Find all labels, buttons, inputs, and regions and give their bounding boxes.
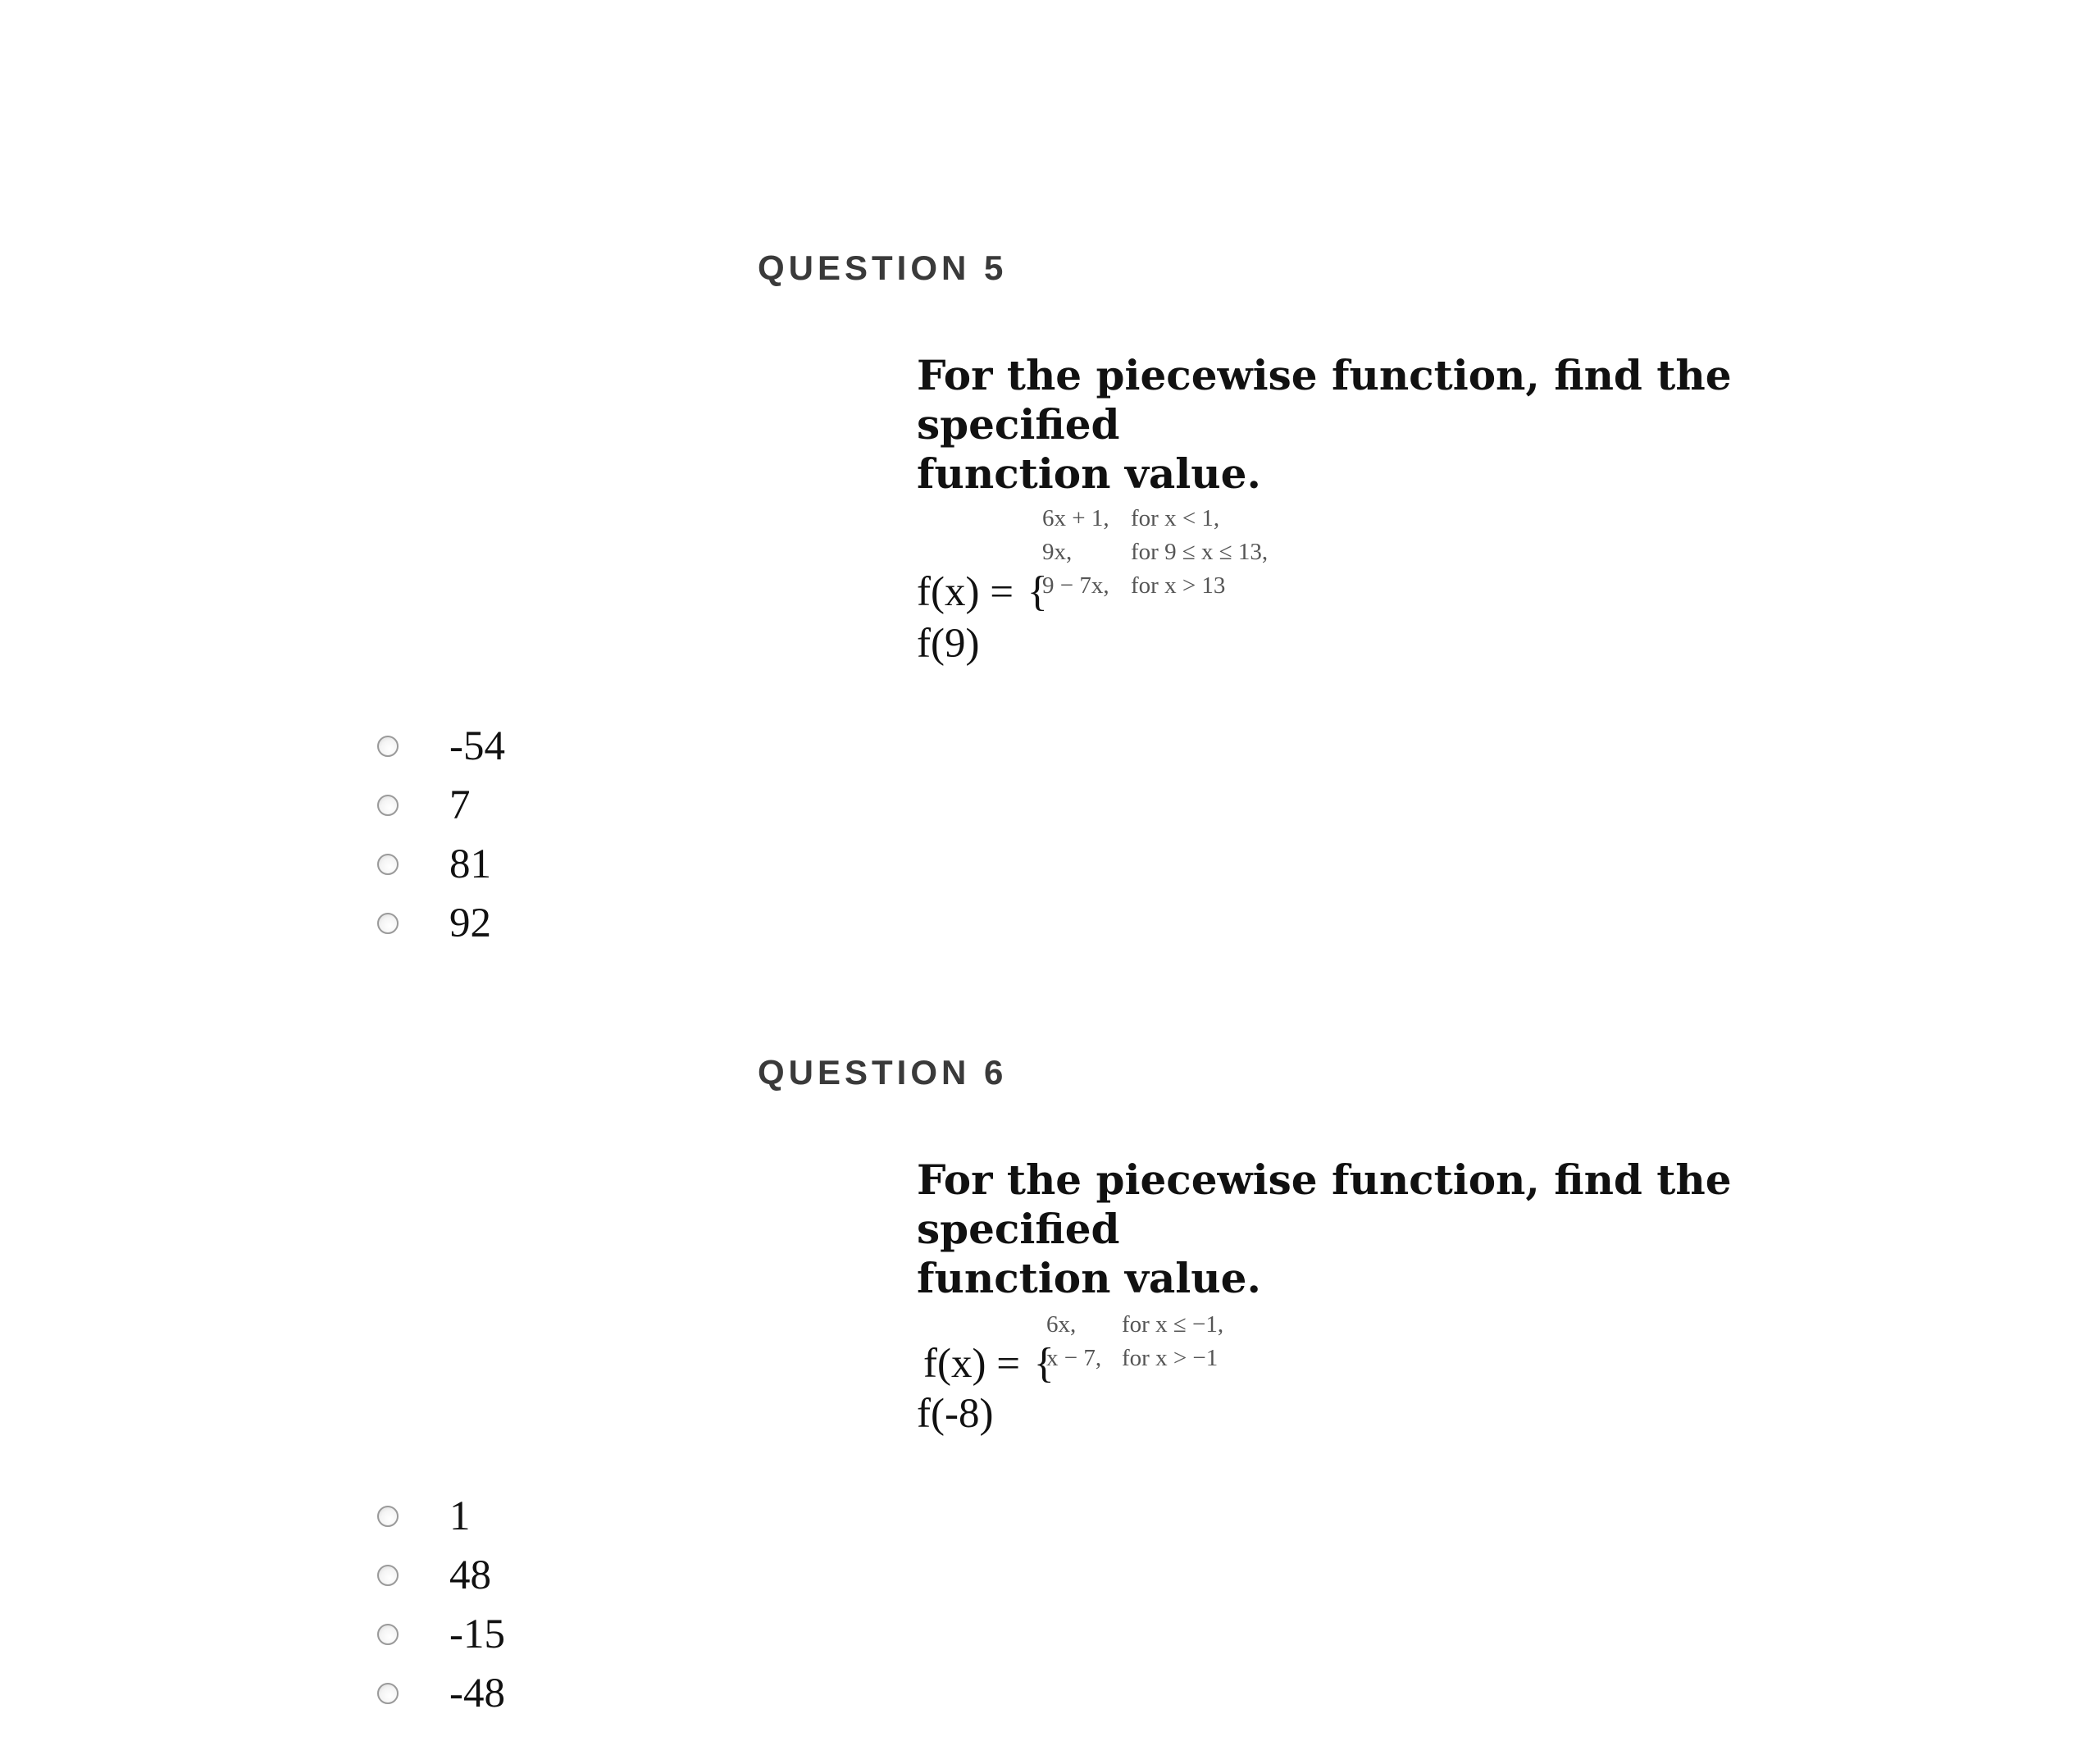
prompt-line: function value.	[917, 1254, 1261, 1302]
function-name: f(x) =	[917, 569, 1024, 615]
answer-choices	[377, 1487, 505, 1723]
radio-button[interactable]	[377, 913, 399, 934]
piece-expression: 9x,	[1042, 539, 1073, 565]
piece-condition: for x > −1	[1122, 1345, 1219, 1371]
piecewise-definition	[1042, 502, 1268, 603]
answer-choice[interactable]	[377, 717, 505, 776]
choice-label: 92	[449, 900, 491, 946]
answer-choice[interactable]	[377, 1487, 505, 1546]
piece-expression: 6x + 1,	[1042, 505, 1109, 531]
piece-row	[1042, 569, 1268, 603]
radio-button[interactable]	[377, 854, 399, 875]
function-lhs	[917, 568, 1048, 615]
question-heading: QUESTION 6	[758, 1053, 1008, 1092]
radio-button[interactable]	[377, 1624, 399, 1645]
choice-label: 1	[449, 1493, 471, 1539]
answer-choice[interactable]	[377, 1546, 505, 1605]
question-prompt	[917, 351, 1901, 499]
prompt-line: For the piecewise function, find the specified	[917, 351, 1732, 449]
piece-row	[1046, 1342, 1223, 1375]
answer-choice[interactable]	[377, 1605, 505, 1664]
piece-row	[1046, 1308, 1223, 1342]
radio-button[interactable]	[377, 736, 399, 757]
choice-label: 81	[449, 841, 491, 887]
answer-choice[interactable]	[377, 894, 505, 953]
prompt-line: function value.	[917, 449, 1261, 498]
choice-label: -15	[449, 1611, 505, 1657]
radio-button[interactable]	[377, 795, 399, 816]
piece-condition: for x > 13	[1131, 572, 1226, 599]
function-lhs	[923, 1342, 1055, 1385]
choice-label: 48	[449, 1552, 491, 1598]
piece-expression: 6x,	[1046, 1311, 1077, 1338]
radio-button[interactable]	[377, 1506, 399, 1527]
function-name: f(x) =	[923, 1341, 1031, 1387]
choice-label: -48	[449, 1670, 505, 1716]
question-prompt	[917, 1155, 1901, 1303]
piece-condition: for 9 ≤ x ≤ 13,	[1131, 539, 1269, 565]
choice-label: -54	[449, 722, 505, 769]
answer-choice[interactable]	[377, 835, 505, 894]
radio-button[interactable]	[377, 1683, 399, 1704]
answer-choices	[377, 717, 505, 953]
piece-expression: 9 − 7x,	[1042, 572, 1109, 599]
evaluate-expression: f(9)	[917, 621, 980, 667]
piece-row	[1042, 502, 1268, 536]
prompt-line: For the piecewise function, find the specified	[917, 1155, 1732, 1253]
answer-choice[interactable]	[377, 776, 505, 835]
brace-symbol: {	[1027, 568, 1048, 615]
answer-choice[interactable]	[377, 1664, 505, 1723]
radio-button[interactable]	[377, 1565, 399, 1586]
piece-row	[1042, 536, 1268, 569]
choice-label: 7	[449, 782, 471, 828]
question-heading: QUESTION 5	[758, 248, 1008, 287]
piece-condition: for x ≤ −1,	[1122, 1311, 1224, 1338]
piece-condition: for x < 1,	[1131, 505, 1220, 531]
brace-symbol: {	[1033, 1340, 1055, 1387]
piece-expression: x − 7,	[1046, 1345, 1102, 1371]
piecewise-definition	[1046, 1308, 1223, 1375]
evaluate-expression: f(-8)	[917, 1391, 994, 1437]
